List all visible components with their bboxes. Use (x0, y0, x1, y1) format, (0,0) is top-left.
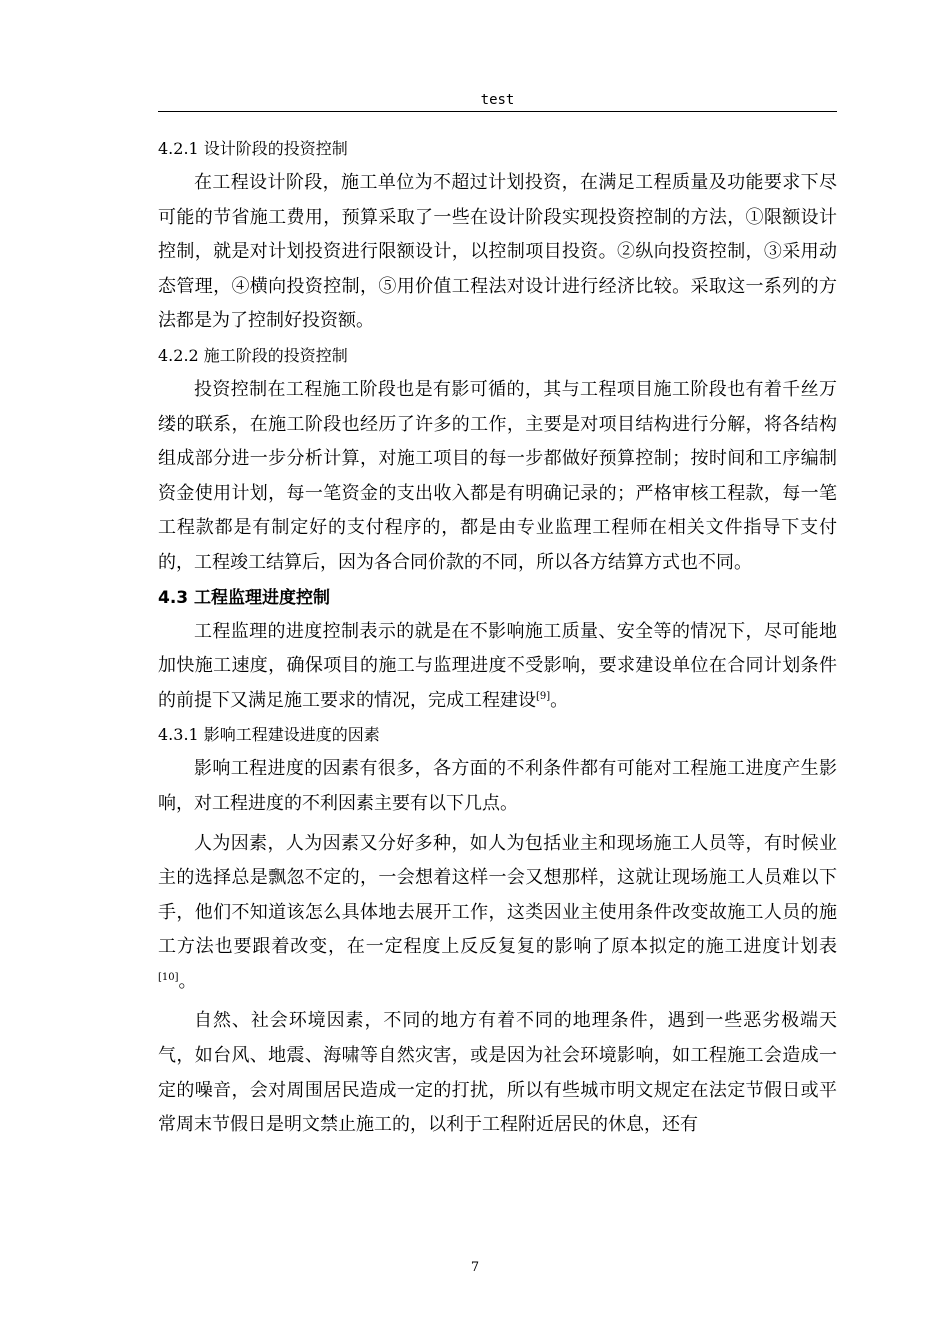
page-number: 7 (470, 1260, 480, 1275)
page-header: test (158, 90, 837, 112)
heading-4-2-2: 4.2.2 施工阶段的投资控制 (158, 345, 348, 365)
citation-9: [9] (536, 690, 551, 702)
paragraph-factors-intro: 影响工程进度的因素有很多，各方面的不利条件都有可能对工程施工进度产生影响，对工程进度的不利因素主要有以下几点。 (158, 758, 837, 814)
paragraph-end: 。 (550, 689, 569, 711)
paragraph-text: 工程监理的进度控制表示的就是在不影响施工质量、安全等的情况下，尽可能地加快施工速度，确保项目的施工与监理进度不受影响，要求建设单位在合同计划条件的前提下又满足施工要求的情况，完成工程建设 (158, 620, 837, 711)
paragraph-end: 。 (178, 970, 197, 992)
paragraph-human-factors (158, 827, 837, 1000)
heading-4-3-1: 4.3.1 影响工程建设进度的因素 (158, 725, 380, 745)
page-body (158, 132, 837, 1143)
paragraph-construction-stage: 投资控制在工程施工阶段也是有影可循的，其与工程项目施工阶段也有着千丝万缕的联系，在施工阶段也经历了许多的工作，主要是对项目结构进行分解，将各结构组成部分进一步分析计算，对施工项目的每一步都做好预算控制；按时间和工序编制资金使用计划，每一笔资金的支出收入都是有明确记录的；严格审核工程款，每一笔工程款都是有制定好的支付程序的，都是由专业监理工程师在相关文件指导下支付的，工程竣工结算后，因为各合同价款的不同，所以各方结算方式也不同。 (158, 378, 837, 573)
citation-10: [10] (158, 971, 179, 983)
paragraph-progress-control (158, 615, 837, 719)
heading-4-3: 4.3 工程监理进度控制 (158, 587, 331, 608)
heading-4-2-1: 4.2.1 设计阶段的投资控制 (158, 139, 348, 158)
paragraph-design-stage: 在工程设计阶段，施工单位为不超过计划投资，在满足工程质量及功能要求下尽可能的节省施工费用，预算采取了一些在设计阶段实现投资控制的方法，①限额设计控制，就是对计划投资进行限额设计，以控制项目投资。②纵向投资控制，③采用动态管理，④横向投资控制，⑤用价值工程法对设计进行经济比较。采取这一系列的方法都是为了控制好投资额。 (158, 172, 837, 332)
paragraph-text: 人为因素，人为因素又分好多种，如人为包括业主和现场施工人员等，有时候业主的选择总是飘忽不定的，一会想着这样一会又想那样，这就让现场施工人员难以下手，他们不知道该怎么具体地去展开工作，这类因业主使用条件改变故施工人员的施工方法也要跟着改变，在一定程度上反反复复的影响了原本拟定的施工进度计划表 (158, 832, 837, 958)
paragraph-environment-factors: 自然、社会环境因素，不同的地方有着不同的地理条件，遇到一些恶劣极端天气，如台风、地震、海啸等自然灾害，或是因为社会环境影响，如工程施工会造成一定的噪音，会对周围居民造成一定的打扰，所以有些城市明文规定在法定节假日或平常周末节假日是明文禁止施工的，以利于工程附近居民的休息，还有 (158, 1010, 837, 1136)
